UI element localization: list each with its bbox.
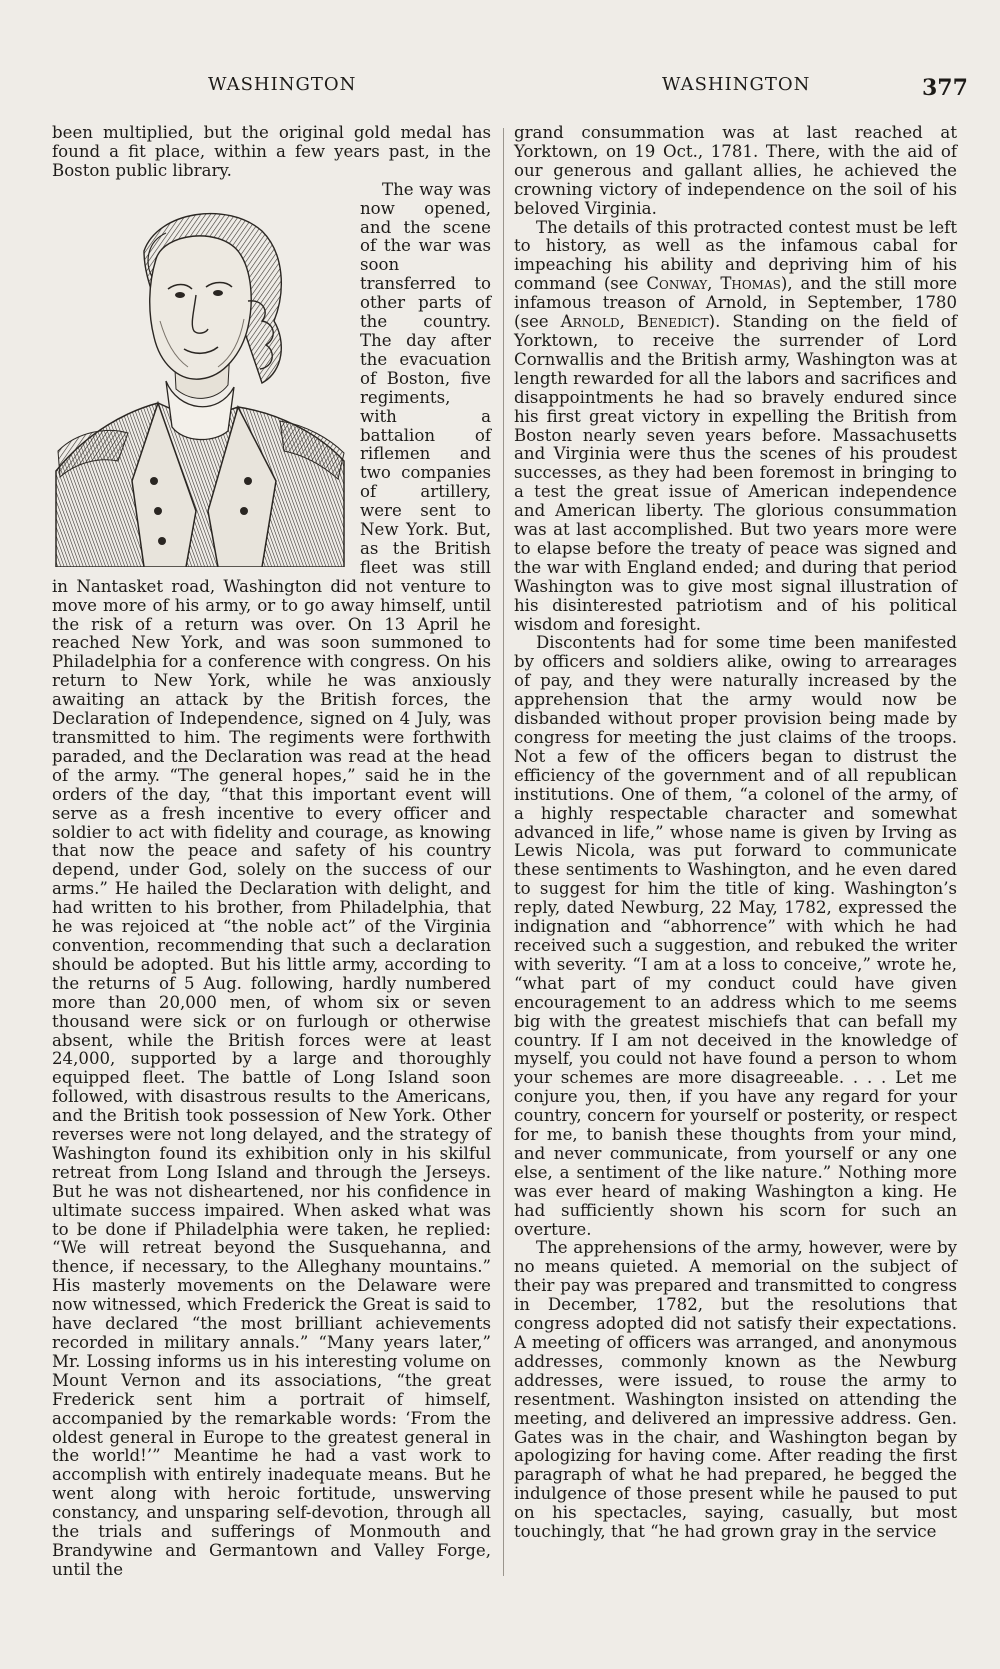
left-paragraph-2-text: The way was now opened, and the scene of the war was soon transferred to other parts of the country. The day after the evacuation of Boston, five regiments, with a battalion of riflemen and two companies of artillery, were sent to New York. But, as the British fleet was still in Nantasket road, Washington did not venture to move more of his army, or to go away himself, until the risk of a return was over. On 13 April he reached New York, and was soon summoned to Philadelphia for a conference with congress. On his return to New York, while he was anxiously awaiting an attack by the British forces, the Declaration of Independence, signed on 4 July, was transmitted to him. The regiments were forthwith paraded, and the Declaration was read at the head of the army. “The general hopes,” said he in the orders of the day, “that this important event will serve as a fresh incentive to every officer and soldier to act with fidelity and courage, as knowing that now the peace and safety of his country depend, under God, solely on the success of our arms.” He hailed the Declaration with delight, and had written to his brother, from Philadelphia, that he was rejoiced at “the noble act” of the Virginia convention, recommending that such a declaration should be adopted. But his little army, according to the returns of 5 Aug. following, hardly numbered more than 20,000 men, of whom six or seven thousand were sick or on furlough or otherwise absent, while the British forces were at least 24,000, supported by a large and thoroughly equipped fleet. The battle of Long Island soon followed, with disastrous results to the Americans, and the British took possession of New York. Other reverses were not long delayed, and the strategy of Washington found its exhibition only in his skilful retreat from Long Island and through the Jerseys. But he was not disheartened, nor his confidence in ultimate success impaired. When asked what was to be done if Philadelphia were taken, he replied: “We will retreat beyond the Susquehanna, and thence, if necessary, to the Alleghany mountains.” His masterly movements on the Delaware were now witnessed, which Frederick the Great is said to have declared “the most brilliant achievements recorded in military annals.” “Many years later,” Mr. Lossing informs us in his interesting volume on Mount Vernon and its associations, “the great Frederick sent him a portrait of himself, accompanied by the remarkable words: ‘From the oldest general in Europe to the greatest general in the world!’” Meantime he had a vast work to accomplish with entirely inadequate means. But he went along with heroic fortitude, unswerving constancy, and unsparing self-devotion, through all the trials and sufferings of Monmouth and Brandywine and Germantown and Valley Forge, until the <box>52 179 491 1579</box>
left-paragraph-1: been multiplied, but the original gold medal has found a fit place, within a few years past, in the Boston public library. <box>52 123 491 180</box>
left-column <box>52 124 491 1580</box>
cross-reference-conway: Conway, Thomas <box>646 274 781 294</box>
washington-portrait <box>48 181 348 567</box>
column-divider <box>503 128 504 1576</box>
page-number: 377 <box>922 75 968 101</box>
right-paragraph-4: The apprehensions of the army, however, were by no means quieted. A memorial on the subject of their pay was prepared and transmitted to congress in December, 1782, but the resolutions that congress adopted did not satisfy their expectations. A meeting of officers was arranged, and anonymous addresses, commonly known as the Newburg addresses, were issued, to rouse the army to resentment. Washington insisted on attending the meeting, and delivered an impressive address. Gen. Gates was in the chair, and Washington began by apologizing for having come. After reading the first paragraph of what he had prepared, he begged the indulgence of those present while he paused to put on his spectacles, saying, casually, but most touchingly, that “he had grown gray in the service <box>514 1238 957 1542</box>
cross-reference-arnold: Arnold, Benedict <box>560 312 709 332</box>
right-paragraph-2-text-b: ), and the still more infamous treason of Arnold, in September, 1780 (see <box>514 274 958 332</box>
running-head-left: WASHINGTON <box>208 74 357 95</box>
running-head-right: WASHINGTON <box>662 74 811 95</box>
right-paragraph-2 <box>514 219 957 635</box>
right-paragraph-3: Discontents had for some time been manifested by officers and soldiers alike, owing to arrearages of pay, and they were naturally increased by the apprehension that the army would now be disbanded without proper provision being made by congress for meeting the just claims of the troops. Not a few of the officers began to distrust the efficiency of the government and of all republican institutions. One of them, “a colonel of the army, of a highly respectable character and somewhat advanced in life,” whose name is given by Irving as Lewis Nicola, was put forward to communicate these sentiments to Washington, and he even dared to suggest for him the title of king. Washington’s reply, dated Newburg, 22 May, 1782, expressed the indignation and “abhorrence” with which he had received such a suggestion, and rebuked the writer with severity. “I am at a loss to conceive,” wrote he, “what part of my conduct could have given encouragement to an address which to me seems big with the greatest mischiefs that can befall my country. If I am not deceived in the knowledge of myself, you could not have found a person to whom your schemes are more disagreeable. . . . Let me conjure you, then, if you have any regard for your country, concern for yourself or posterity, or respect for me, to banish these thoughts from your mind, and never communicate, from yourself or any one else, a sentiment of the like nature.” Nothing more was ever heard of making Washington a king. He had sufficiently shown his scorn for such an overture. <box>514 633 957 1239</box>
left-paragraph-2 <box>52 181 491 1580</box>
right-paragraph-2-text-a: The details of this protracted contest must be left to history, as well as the infamous cabal for impeaching his ability and depriving him of his command (see <box>514 217 957 294</box>
right-paragraph-1: grand consummation was at last reached at Yorktown, on 19 Oct., 1781. There, with the aid of our generous and gallant allies, he achieved the crowning victory of independence on the soil of his beloved Virginia. <box>514 123 957 218</box>
right-column <box>514 124 957 1542</box>
right-paragraph-2-text-c: ). Standing on the field of Yorktown, to receive the surrender of Lord Cornwallis and the British army, Washington was at length rewarded for all the labors and sacrifices and disappointments he had so bravely endured since his first great victory in expelling the British from Boston nearly seven years before. Massachusetts and Virginia were thus the scenes of his proudest successes, as they had been foremost in bringing to a test the great issue of American independence and American liberty. The glorious consummation was at last accomplished. But two years more were to elapse before the treaty of peace was signed and the war with England ended; and during that period Washington was to give most signal illustration of his disinterested patriotism and of his political wisdom and foresight. <box>514 312 958 634</box>
